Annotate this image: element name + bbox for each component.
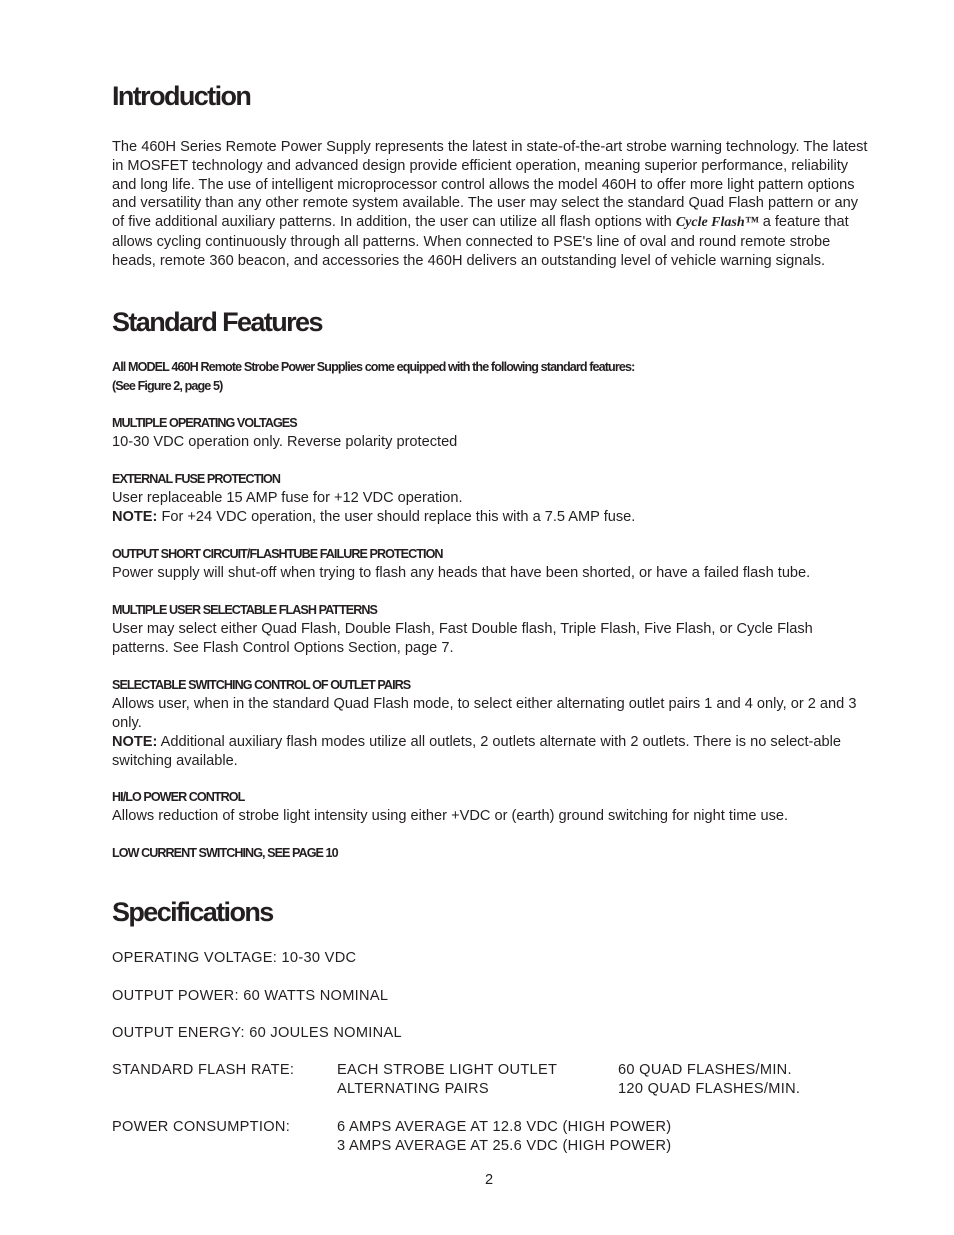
feature-note <box>112 733 872 771</box>
feature-title: HI/LO POWER CONTROL <box>112 790 245 804</box>
note-text: Additional auxiliary flash modes utilize all outlets, 2 outlets alternate with 2 outlets. There is no select-able switching available. <box>112 734 841 769</box>
note-text: For +24 VDC operation, the user should replace this with a 7.5 AMP fuse. <box>157 509 636 525</box>
intro-text-after: a feature that allows cycling continuously through all patterns. When connected to PSE's line of oval and round remote strobe heads, remote 360 beacon, and accessories the 460H delivers an outstanding level of vehicle warning signals. <box>112 214 849 269</box>
specs-heading: Specifications <box>112 897 273 927</box>
intro-heading: Introduction <box>112 81 251 111</box>
page-number: 2 <box>484 1172 494 1188</box>
feature-title: LOW CURRENT SWITCHING, SEE PAGE 10 <box>112 846 338 860</box>
intro-text-before: The 460H Series Remote Power Supply represents the latest in state-of-the-art strobe warning technology. The latest in MOSFET technology and advanced design provide efficient operation, meaning superior performance, reliability and long life. The use of intelligent microprocessor control allows the model 460H to offer more light pattern options and versatility than any other remote system available. The user may select the standard Quad Flash pattern or any of five additional auxiliary patterns. In addition, the user can utilize all flash options with <box>112 139 868 231</box>
feature-text: Power supply will shut-off when trying to flash any heads that have been shorted, or have a failed flash tube. <box>112 565 811 581</box>
note-label: NOTE: <box>112 509 158 525</box>
feature-title: MULTIPLE USER SELECTABLE FLASH PATTERNS <box>112 603 377 617</box>
feature-note <box>112 508 872 527</box>
spec-flash-rate-value: 120 QUAD FLASHES/MIN. <box>618 1081 801 1097</box>
features-lead-line2: (See Figure 2, page 5) <box>112 379 223 393</box>
spec-power-value: 3 AMPS AVERAGE AT 25.6 VDC (HIGH POWER) <box>337 1138 672 1154</box>
spec-flash-rate-value: 60 QUAD FLASHES/MIN. <box>618 1062 792 1078</box>
spec-flash-rate-desc: ALTERNATING PAIRS <box>337 1081 489 1097</box>
spec-flash-rate-desc: EACH STROBE LIGHT OUTLET <box>337 1062 558 1078</box>
spec-operating-voltage: OPERATING VOLTAGE: 10-30 VDC <box>112 950 357 966</box>
features-heading: Standard Features <box>112 307 322 337</box>
feature-text: User may select either Quad Flash, Double Flash, Fast Double flash, Triple Flash, Five Flash, or Cycle Flash patterns. See Flash Control Options Section, page 7. <box>112 621 813 656</box>
feature-text: Allows user, when in the standard Quad Flash mode, to select either alternating outlet pairs 1 and 4 only, or 2 and 3 only. <box>112 696 857 731</box>
feature-text: Allows reduction of strobe light intensity using either +VDC or (earth) ground switching for night time use. <box>112 808 789 824</box>
spec-flash-rate-label: STANDARD FLASH RATE: <box>112 1062 295 1078</box>
cycle-flash-term: Cycle Flash™ <box>675 215 759 231</box>
feature-title: MULTIPLE OPERATING VOLTAGES <box>112 416 297 430</box>
spec-power-value: 6 AMPS AVERAGE AT 12.8 VDC (HIGH POWER) <box>337 1119 672 1135</box>
feature-title: SELECTABLE SWITCHING CONTROL OF OUTLET PAIRS <box>112 678 411 692</box>
intro-paragraph <box>112 138 872 271</box>
feature-title: EXTERNAL FUSE PROTECTION <box>112 472 280 486</box>
feature-title: OUTPUT SHORT CIRCUIT/FLASHTUBE FAILURE PROTECTION <box>112 547 443 561</box>
spec-power-label: POWER CONSUMPTION: <box>112 1119 291 1135</box>
feature-text: User replaceable 15 AMP fuse for +12 VDC operation. <box>112 490 463 506</box>
features-lead-line1: All MODEL 460H Remote Strobe Power Supplies come equipped with the following standard features: <box>112 360 635 374</box>
feature-text: 10-30 VDC operation only. Reverse polarity protected <box>112 434 458 450</box>
spec-output-energy: OUTPUT ENERGY: 60 JOULES NOMINAL <box>112 1025 402 1041</box>
spec-output-power: OUTPUT POWER: 60 WATTS NOMINAL <box>112 988 389 1004</box>
note-label: NOTE: <box>112 734 158 750</box>
